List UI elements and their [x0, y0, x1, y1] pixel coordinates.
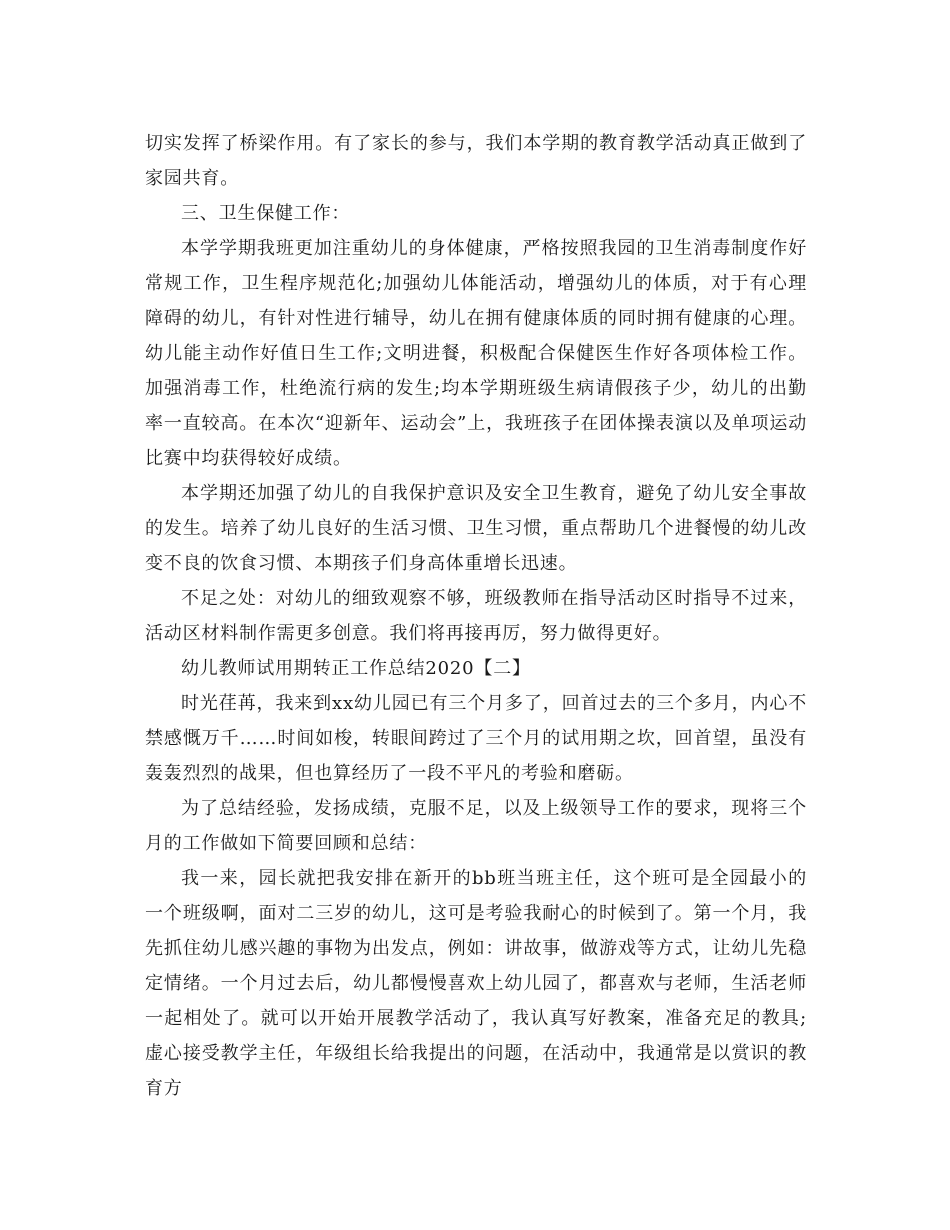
paragraph: 本学学期我班更加注重幼儿的身体健康，严格按照我园的卫生消毒制度作好常规工作，卫生程序规范化;加强幼儿体能活动，增强幼儿的体质，对于有心理障碍的幼儿，有针对性进行辅导，幼儿在拥有健康体质的同时拥有健康的心理。幼儿能主动作好值日生工作;文明进餐，积极配合保健医生作好各项体检工作。加强消毒工作，杜绝流行病的发生;均本学期班级生病请假孩子少，幼儿的出勤率一直较高。在本次“迎新年、运动会”上，我班孩子在团体操表演以及单项运动比赛中均获得较好成绩。: [145, 238, 807, 469]
paragraph: 时光荏苒，我来到xx幼儿园已有三个月多了，回首过去的三个多月，内心不禁感慨万千……时间如梭，转眼间跨过了三个月的试用期之坎，回首望，虽没有轰轰烈烈的战果，但也算经历了一段不平凡的考验和磨砺。: [145, 693, 807, 784]
document-body: [145, 126, 807, 1106]
paragraph: 我一来，园长就把我安排在新开的bb班当班主任，这个班可是全园最小的一个班级啊，面对二三岁的幼儿，这可是考验我耐心的时候到了。第一个月，我先抓住幼儿感兴趣的事物为出发点，例如：讲故事，做游戏等方式，让幼儿先稳定情绪。一个月过去后，幼儿都慢慢喜欢上幼儿园了，都喜欢与老师，生活老师一起相处了。就可以开始开展教学活动了，我认真写好教案，准备充足的教具;虚心接受教学主任，年级组长给我提出的问题，在活动中，我通常是以赏识的教育方: [145, 868, 807, 1099]
paragraph: 为了总结经验，发扬成绩，克服不足，以及上级领导工作的要求，现将三个月的工作做如下简要回顾和总结：: [145, 798, 807, 854]
paragraph: 本学期还加强了幼儿的自我保护意识及安全卫生教育，避免了幼儿安全事故的发生。培养了幼儿良好的生活习惯、卫生习惯，重点帮助几个进餐慢的幼儿改变不良的饮食习惯、本期孩子们身高体重增长迅速。: [145, 483, 807, 574]
paragraph: 切实发挥了桥梁作用。有了家长的参与，我们本学期的教育教学活动真正做到了家园共育。: [145, 133, 807, 189]
article-title: 幼儿教师试用期转正工作总结2020【二】: [181, 658, 531, 679]
section-heading: 三、卫生保健工作：: [181, 203, 351, 224]
paragraph: 不足之处：对幼儿的细致观察不够，班级教师在指导活动区时指导不过来，活动区材料制作需更多创意。我们将再接再厉，努力做得更好。: [145, 588, 807, 644]
